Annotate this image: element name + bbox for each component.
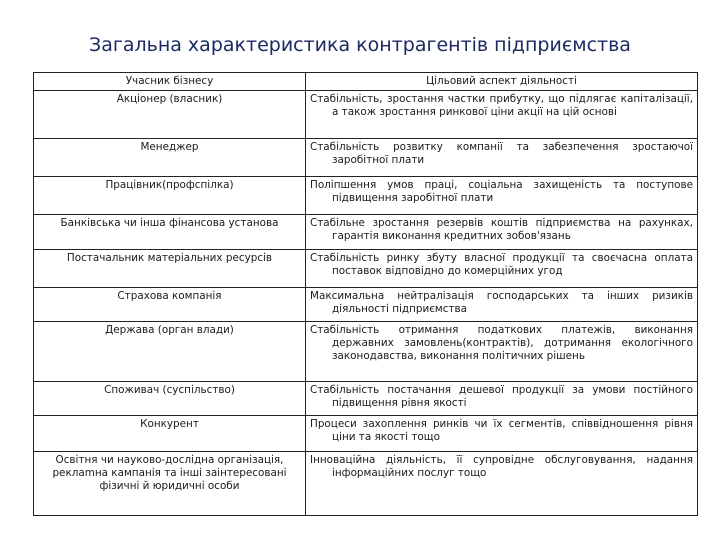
table-row [34,139,698,177]
table-row [34,250,698,288]
participant-cell: Працівник(профспілка) [34,177,306,215]
participant-cell: Менеджер [34,139,306,177]
participant-cell: Банківська чи інша фінансова установа [34,215,306,250]
aspect-text: Стабільне зростання резервів коштів підприємства на рахунках, гарантія виконання кредитних зобов'язань [310,217,693,242]
participant-cell: Споживач (суспільство) [34,382,306,416]
aspect-cell [306,452,698,516]
aspect-cell [306,382,698,416]
aspect-text: Поліпшення умов праці, соціальна захищеність та поступове підвищення заробітної плати [310,179,693,204]
aspect-text: Стабільність розвитку компанії та забезпечення зростаючої заробітної плати [310,141,693,166]
participant-cell: Страхова компанія [34,288,306,322]
aspect-cell [306,288,698,322]
table-row [34,452,698,516]
aspect-text: Стабільність, зростання частки прибутку, що підлягає капіталізації, а також зростання ринкової ціни акції на цій основі [310,93,693,118]
table-row [34,288,698,322]
participant-cell: Держава (орган влади) [34,322,306,382]
header-aspect: Цільовий аспект діяльності [306,73,698,91]
aspect-text: Стабільність постачання дешевої продукції за умови постійного підвищення рівня якості [310,384,693,409]
page-title: Загальна характеристика контрагентів підприємства [89,34,631,56]
participant-cell: Конкурент [34,416,306,452]
aspect-cell [306,250,698,288]
aspect-cell [306,139,698,177]
participant-cell: Акціонер (власник) [34,91,306,139]
table-header-row [34,73,698,91]
header-participant: Учасник бізнесу [34,73,306,91]
aspect-text: Процеси захоплення ринків чи їх сегментів, співвідношення рівня ціни та якості тощо [310,418,693,443]
table-row [34,91,698,139]
aspect-cell [306,416,698,452]
table-row [34,215,698,250]
table-row [34,177,698,215]
aspect-cell [306,177,698,215]
aspect-text: Максимальна нейтралізація господарських та інших ризиків діяльності підприємства [310,290,693,315]
table-row [34,382,698,416]
aspect-text: Стабільність отримання податкових платежів, виконання державних замовлень(контрактів), дотримання екологічного законодавства, виконання політичних рішень [310,324,693,362]
aspect-cell [306,322,698,382]
aspect-cell [306,91,698,139]
table-row [34,416,698,452]
table-row [34,322,698,382]
aspect-text: Інноваційна діяльність, її супровідне обслуговування, надання інформаційних послуг тощо [310,454,693,479]
participant-cell: Постачальник матеріальних ресурсів [34,250,306,288]
aspect-text: Стабільність ринку збуту власної продукції та своєчасна оплата поставок відповідно до комерційних угод [310,252,693,277]
aspect-cell [306,215,698,250]
participant-cell: Освітня чи науково-дослідна організація, реклamна кампанія та інші заінтересовані фізичні й юридичні особи [34,452,306,516]
counterparties-table [33,72,698,516]
